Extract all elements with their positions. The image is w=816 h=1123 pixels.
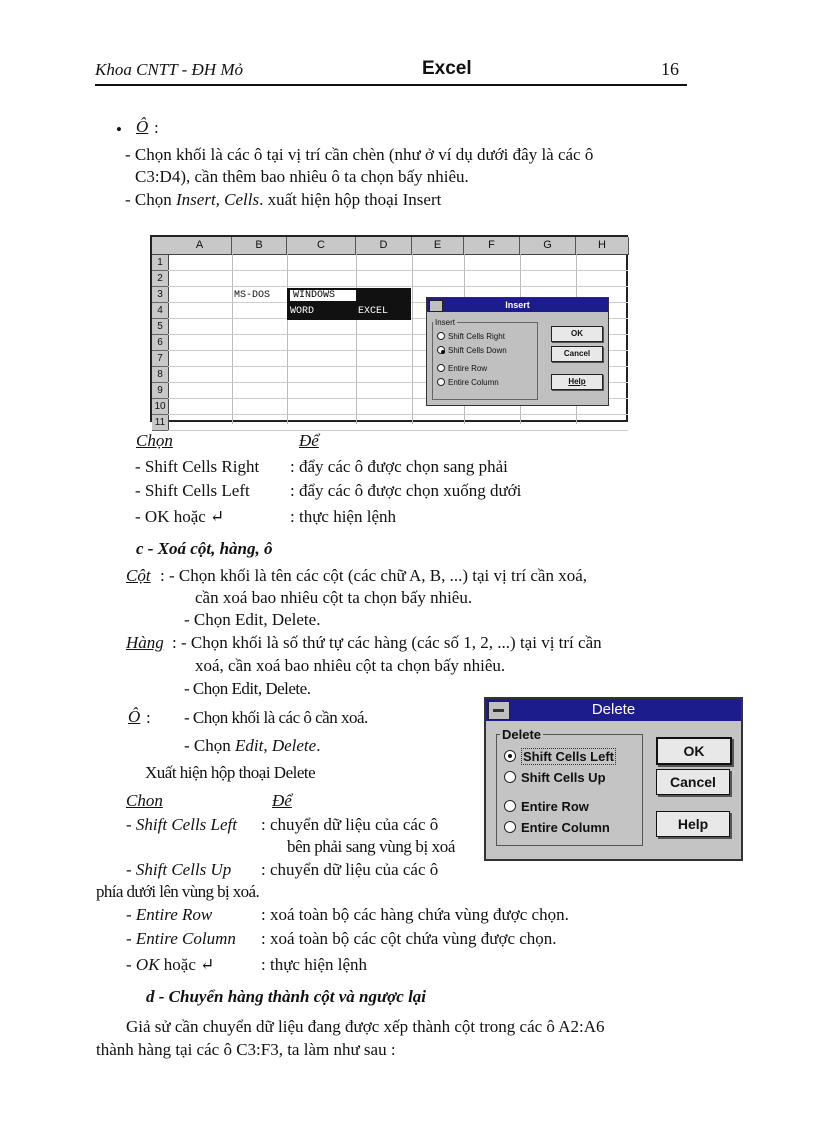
delete-appear-text: Xuất hiện hộp thoại Delete [145,763,316,782]
delete-group-label: Delete [502,727,542,742]
row-header-5: 5 [152,319,169,335]
header-title: Excel [422,58,472,79]
o-line3: - Chọn Insert, Cells. xuất hiện hộp thoại Insert [125,190,442,209]
table2-r5b: : thực hiện lệnh [261,955,367,974]
table2-r2c: phía dưới lên vùng bị xoá. [96,882,260,901]
insert-ok-button[interactable]: OK [551,326,603,342]
cell-b3: MS-DOS [234,290,271,301]
col-header-e: E [412,237,464,255]
row-header-1: 1 [152,255,169,271]
table2-r4a: - Entire Column [126,929,236,948]
insert-help-button[interactable]: Help [551,374,603,390]
table2-r2b: : chuyển dữ liệu của các ô [261,860,439,879]
delete-dialog-title: Delete [486,699,741,721]
table1-col-purpose: Để [299,431,319,450]
row-header-10: 10 [152,399,169,415]
option-shift-down[interactable]: Shift Cells Down [437,346,507,355]
section-d-title: d - Chuyển hàng thành cột và ngược lại [146,987,427,1006]
table2-r2a: - Shift Cells Up [126,860,232,879]
col-header-d: D [356,237,412,255]
delete-help-button[interactable]: Help [656,811,730,837]
table2-col-purpose: Để [272,791,292,810]
table2-r1c: bên phải sang vùng bị xoá [287,837,455,856]
header-rule [95,84,687,86]
o-del-line1: - Chọn khối là các ô cần xoá. [184,708,368,727]
table2-r3a: - Entire Row [126,905,213,924]
page-number: 16 [661,59,679,79]
insert-cancel-button[interactable]: Cancel [551,346,603,362]
o-del-line2: - Chọn Edit, Delete. [184,736,321,755]
delete-dialog [484,697,743,861]
o-del-colon: : [146,708,151,727]
table2-r1b: : chuyển dữ liệu của các ô [261,815,439,834]
cell-c4: WORD [290,306,315,317]
col-header-g: G [520,237,576,255]
table1-col-choose: Chọn [136,431,173,450]
hang-line2: xoá, cần xoá bao nhiêu cột ta chọn bấy nhiêu. [195,656,506,675]
table2-r4b: : xoá toàn bộ các cột chứa vùng được chọn. [261,929,557,948]
cell-c3: WINDOWS [290,290,356,301]
section-c-title: c - Xoá cột, hàng, ô [136,539,273,558]
cell-d4: EXCEL [358,306,389,317]
table2-r3b: : xoá toàn bộ các hàng chứa vùng được chọn. [261,905,569,924]
row-header-9: 9 [152,383,169,399]
option-shift-left[interactable]: Shift Cells Left [504,749,616,764]
insert-group-label: Insert [435,318,456,327]
table1-r1b: : đẩy các ô được chọn sang phải [290,457,508,476]
option-entire-row[interactable]: Entire Row [504,799,589,814]
cot-line3: - Chọn Edit, Delete. [184,610,321,629]
col-header-f: F [464,237,520,255]
col-header-b: B [232,237,287,255]
row-header-4: 4 [152,303,169,319]
option-entire-column[interactable]: Entire Column [437,378,499,387]
table1-r3a: - OK hoặc ↵ [135,507,225,526]
option-entire-row[interactable]: Entire Row [437,364,487,373]
row-header-6: 6 [152,335,169,351]
header-left: Khoa CNTT - ĐH Mỏ [95,60,243,79]
row-header-2: 2 [152,271,169,287]
bullet: • [116,120,122,139]
table2-r1a: - Shift Cells Left [126,815,237,834]
row-header-11: 11 [152,415,169,431]
table2-col-choose: Chon [126,791,163,810]
cot-line1: : - Chọn khối là tên các cột (các chữ A, B, ...) tại vị trí cần xoá, [160,566,587,585]
row-header-7: 7 [152,351,169,367]
cot-label: Cột [126,566,151,585]
table1-r2b: : đẩy các ô được chọn xuống dưới [290,481,522,500]
delete-cancel-button[interactable]: Cancel [656,769,730,795]
system-menu-icon[interactable] [488,701,510,720]
insert-dialog [426,297,609,406]
hang-label: Hàng [126,633,164,652]
delete-ok-button[interactable]: OK [656,737,732,765]
o-label: Ô [136,117,149,136]
col-header-h: H [576,237,629,255]
o-line2: C3:D4), cần thêm bao nhiêu ô ta chọn bấy nhiêu. [135,167,469,186]
cot-line2: cần xoá bao nhiêu cột ta chọn bấy nhiêu. [195,588,473,607]
option-shift-right[interactable]: Shift Cells Right [437,332,505,341]
table2-r5a: - OK hoặc ↵ [126,955,215,974]
row-header-8: 8 [152,367,169,383]
col-header-a: A [168,237,232,255]
o-del-label: Ô [128,707,141,726]
row-header-3: 3 [152,287,169,303]
section-d-p2: thành hàng tại các ô C3:F3, ta làm như sau : [96,1040,396,1059]
option-entire-column[interactable]: Entire Column [504,820,610,835]
table1-r1a: - Shift Cells Right [135,457,260,476]
system-menu-icon[interactable] [429,300,443,312]
o-line1: - Chọn khối là các ô tại vị trí cần chèn (như ở ví dụ dưới đây là các ô [125,145,594,164]
section-d-p1: Giả sử cần chuyển dữ liệu đang được xếp thành cột trong các ô A2:A6 [126,1017,605,1036]
table1-r2a: - Shift Cells Left [135,481,250,500]
hang-line1: : - Chọn khối là số thứ tự các hàng (các số 1, 2, ...) tại vị trí cần [172,633,602,652]
table1-r3b: : thực hiện lệnh [290,507,396,526]
hang-line3: - Chọn Edit, Delete. [184,679,311,698]
insert-dialog-title: Insert [427,298,608,312]
o-colon: : [154,118,159,137]
option-shift-up[interactable]: Shift Cells Up [504,770,606,785]
col-header-c: C [287,237,356,255]
